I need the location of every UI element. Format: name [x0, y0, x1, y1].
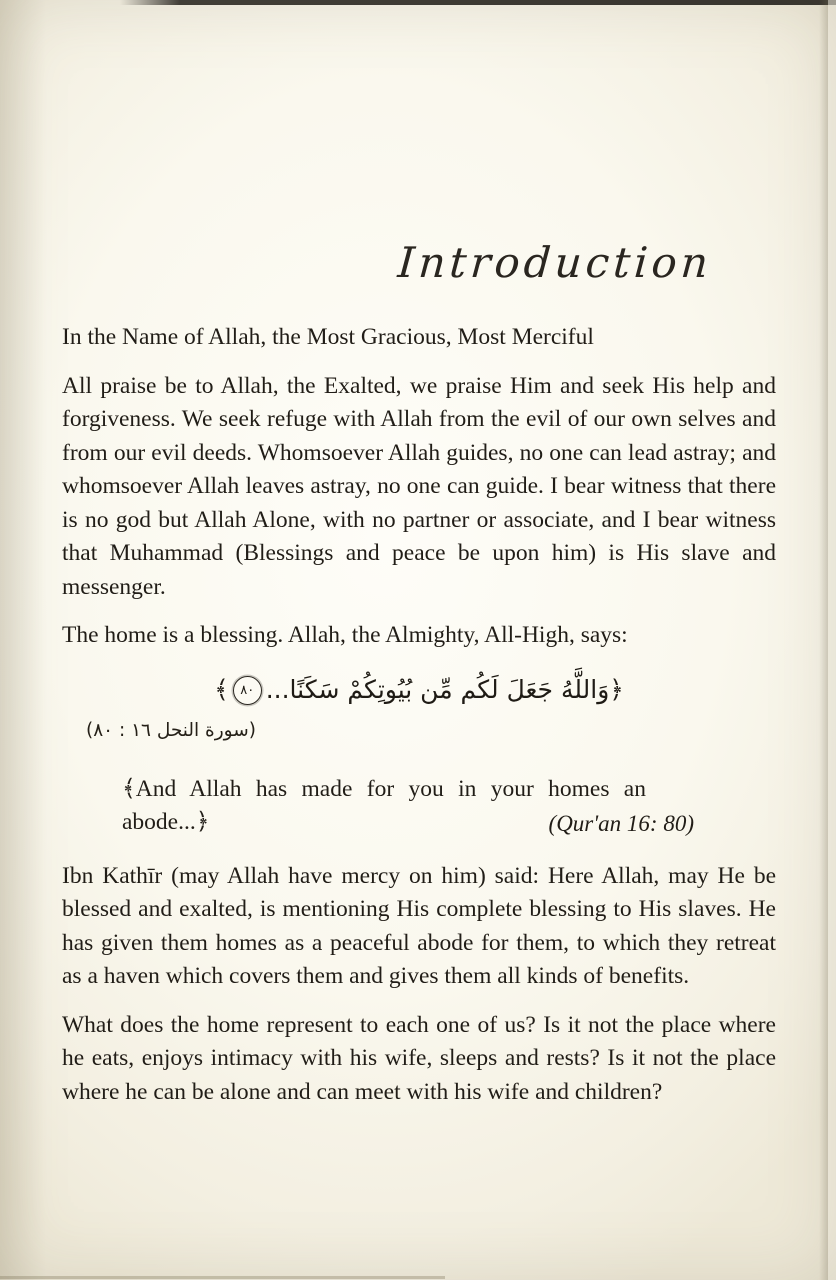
scan-top-edge [0, 0, 836, 5]
scan-bottom-edge [0, 1276, 445, 1279]
ayah-number-rosette: ٨٠ [233, 676, 262, 705]
scan-right-shadow [819, 0, 828, 1280]
scan-left-shadow [0, 0, 46, 1280]
page-content [62, 238, 776, 1124]
paragraph-praise: All praise be to Allah, the Exalted, we praise Him and seek His help and forgiveness. We seek refuge with Allah from the evil of our own selves and from our evil deeds. Whomsoever Allah guides, no one can lead astray; and whomsoever Allah leaves astray, no one can guide. I bear witness that there is no god but Allah Alone, with no partner or associate, and I bear witness that Muhammad (Blessings and peace be upon him) is His slave and messenger. [62, 372, 776, 600]
scan-right-margin [828, 0, 836, 1280]
paragraph-home-blessing: The home is a blessing. Allah, the Almighty, All-High, says: [62, 622, 628, 648]
paragraph-ibn-kathir: Ibn Kathīr (may Allah have mercy on him) said: Here Allah, may He be blessed and exalted, is mentioning His complete blessing to His slaves. He has given them homes as a peaceful abode for them, to which they retreat as a haven which covers them and gives them all kinds of benefits. [62, 862, 776, 989]
surah-citation-arabic: (سورة النحل ١٦ : ٨٠) [86, 719, 256, 741]
basmala-line: In the Name of Allah, the Most Gracious, Most Merciful [62, 324, 594, 350]
quran-reference: (Qur'an 16: 80) [548, 810, 694, 836]
verse-arabic-text: ﴿وَاللَّهُ جَعَلَ لَكُم مِّن بُيُوتِكُمْ سَكَنًا... [265, 674, 624, 704]
verse-translation-text: ﴾And Allah has made for you in your homes an abode...﴿ [122, 775, 646, 835]
chapter-title: Introduction [396, 238, 714, 287]
quran-verse-arabic [62, 668, 776, 712]
verse-translation-block [122, 773, 694, 840]
verse-closing-ornament-icon: ﴾ [214, 674, 229, 704]
verse-citation-row [62, 720, 776, 759]
paragraph-question: What does the home represent to each one of us? Is it not the place where he eats, enjoys intimacy with his wife, sleeps and rests? Is it not the place where he can be alone and can meet with his wife and children? [62, 1011, 776, 1105]
